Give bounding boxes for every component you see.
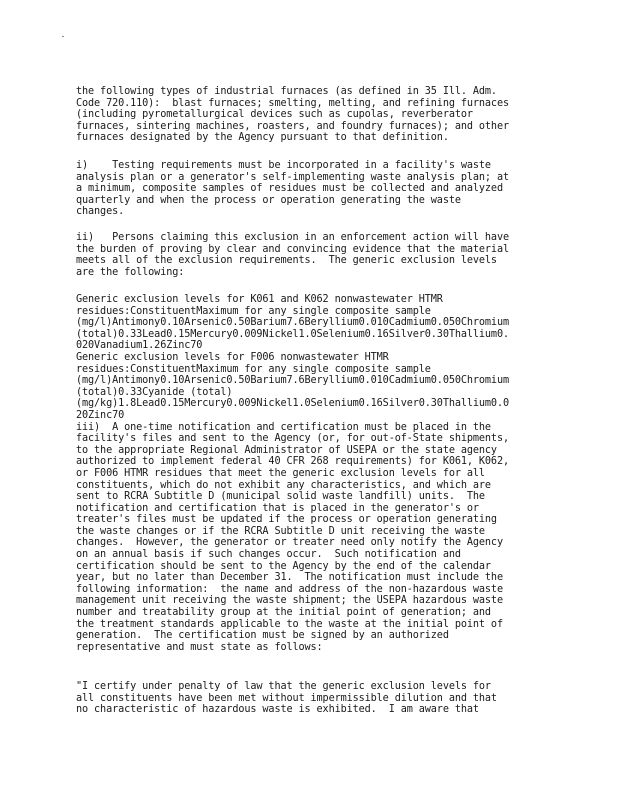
scan-speck	[62, 36, 64, 37]
paragraph-industrial-furnaces: the following types of industrial furnaces (as defined in 35 Ill. Adm. Code 720.110): blast furnaces; smelting, melting, and refining furnaces (including pyrometallurgical devices such as cupolas, reverberator furnaces, sintering machines, roasters, and foundry furnaces); and other furnaces designated by the Agency pursuant to that definition.	[76, 86, 509, 144]
paragraph-testing-requirements: i) Testing requirements must be incorporated in a facility's waste analysis plan or a generator's self-implementing waste analysis plan; at a minimum, composite samples of residues must be collected and analyzed quarterly and when the process or operation generating the waste changes.	[76, 160, 509, 218]
paragraph-certification-statement: "I certify under penalty of law that the generic exclusion levels for all constituents have been met without impermissible dilution and that no characteristic of hazardous waste is exhibited. I am aware that	[76, 681, 497, 716]
paragraph-exclusion-levels-and-notification: Generic exclusion levels for K061 and K062 nonwastewater HTMR residues:ConstituentMaximum for any single composite sample (mg/l)Antimony0.10Arsenic0.50Barium7.6Beryllium0.010Cadmium0.050Chromium (total)0.33Lead0.15Mercury0.009Nickel1.0Selenium0.16Silver0.30Thallium0. 020Vanadium1.26Zinc70 Generic exclusion levels for F006 nonwastewater HTMR residues:ConstituentMaximum for any single composite sample (mg/l)Antimony0.10Arsenic0.50Barium7.6Beryllium0.010Cadmium0.050Chromium (total)0.33Cyanide (total) (mg/kg)1.8Lead0.15Mercury0.009Nickel1.0Selenium0.16Silver0.30Thallium0.0 20Zinc70 iii) A one-time notification and certification must be placed in the facility's files and sent to the Agency (or, for out-of-State shipments, to the appropriate Regional Administrator of USEPA or the state agency authorized to implement federal 40 CFR 268 requirements) for K061, K062, or F006 HTMR residues that meet the generic exclusion levels for all constituents, which do not exhibit any characteristics, and which are sent to RCRA Subtitle D (municipal solid waste landfill) units. The notification and certification that is placed in the generator's or treater's files must be updated if the process or operation generating the waste changes or if the RCRA Subtitle D unit receiving the waste changes. However, the generator or treater need only notify the Agency on an annual basis if such changes occur. Such notification and certification should be sent to the Agency by the end of the calendar year, but no later than December 31. The notification must include the following information: the name and address of the non-hazardous waste management unit receiving the waste shipment; the USEPA hazardous waste number and treatability group at the initial point of generation; and the treatment standards applicable to the waste at the initial point of generation. The certification must be signed by an authorized representative and must state as follows:	[76, 294, 509, 653]
paragraph-burden-of-proof: ii) Persons claiming this exclusion in an enforcement action will have the burden of proving by clear and convincing evidence that the material meets all of the exclusion requirements. The generic exclusion levels are the following:	[76, 232, 509, 278]
